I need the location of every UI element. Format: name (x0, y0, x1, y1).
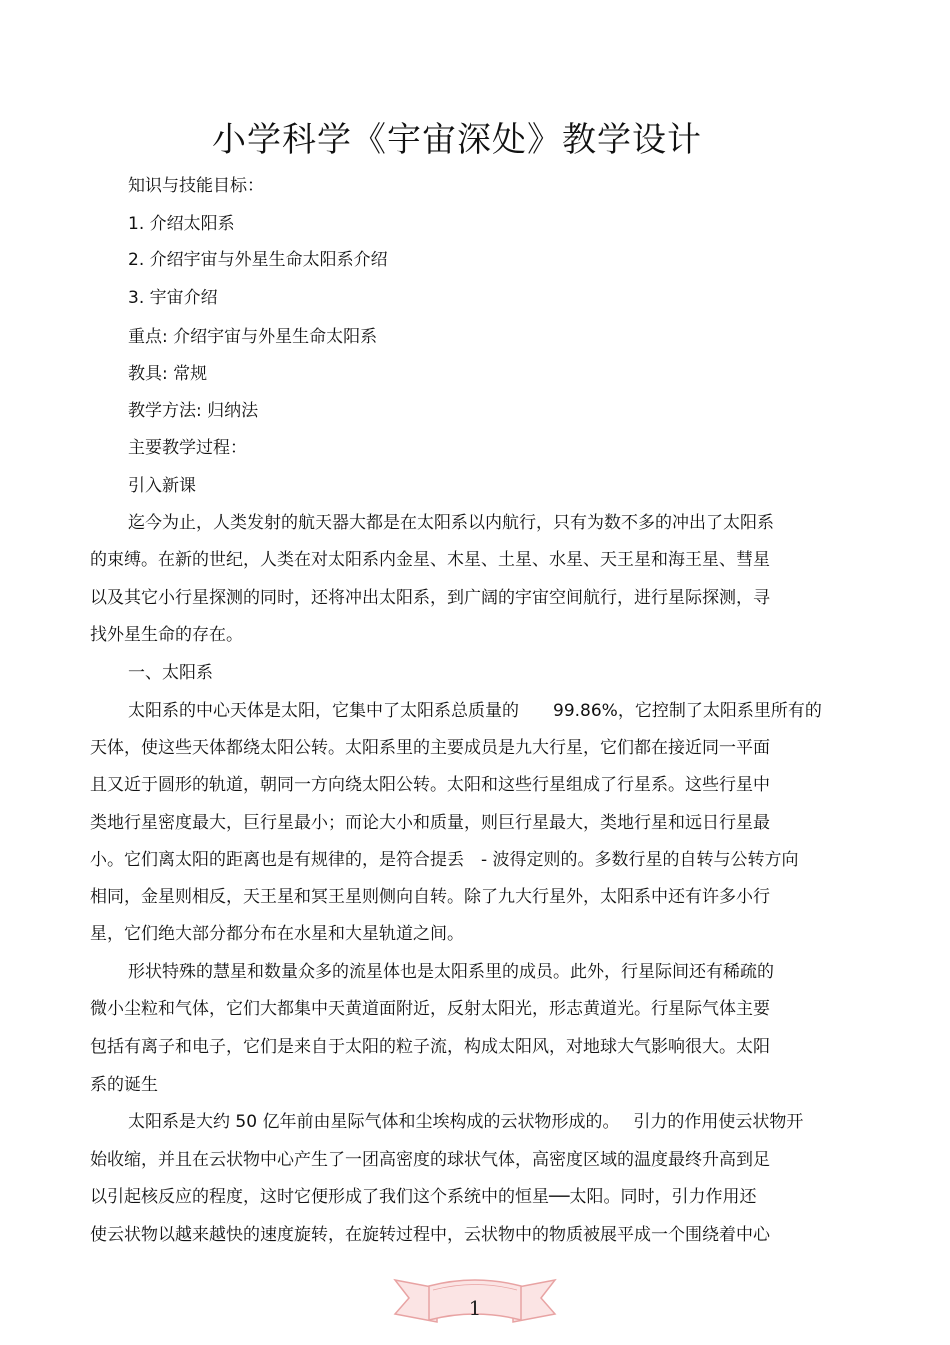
text-line: 相同，金星则相反，天王星和冥王星则侧向自转。除了九大行星外，太阳系中还有许多小行 (90, 887, 770, 907)
text-line: 且又近于圆形的轨道，朝同一方向绕太阳公转。太阳和这些行星组成了行星系。这些行星中 (90, 775, 770, 795)
page-footer (393, 1268, 557, 1328)
text-line: 迄今为止，人类发射的航天器大都是在太阳系以内航行，只有为数不多的冲出了太阳系 (128, 513, 774, 533)
text-line: 2. 介绍宇宙与外星生命太阳系介绍 (128, 250, 388, 270)
text-line: 星，它们绝大部分都分布在水星和大星轨道之间。 (90, 924, 464, 944)
text-line: 系的诞生 (90, 1075, 158, 1095)
document-title: 小学科学《宇宙深处》教学设计 (212, 120, 702, 160)
text-line: 类地行星密度最大，巨行星最小；而论大小和质量，则巨行星最大，类地行星和远日行星最 (90, 813, 770, 833)
text-line: 的束缚。在新的世纪，人类在对太阳系内金星、木星、土星、水星、天王星和海王星、彗星 (90, 550, 770, 570)
text-line: 找外星生命的存在。 (90, 625, 243, 645)
text-line: 以引起核反应的程度，这时它便形成了我们这个系统中的恒星──太阳。同时，引力作用还 (90, 1187, 757, 1207)
text-line: 以及其它小行星探测的同时，还将冲出太阳系，到广阔的宇宙空间航行，进行星际探测，寻 (90, 588, 770, 608)
page-number: 1 (468, 1296, 482, 1320)
text-line: 太阳系的中心天体是太阳，它集中了太阳系总质量的 99.86%，它控制了太阳系里所有的 (128, 701, 822, 721)
text-line: 小。它们离太阳的距离也是有规律的，是符合提丢 - 波得定则的。多数行星的自转与公转方向 (90, 850, 799, 870)
text-line: 一、太阳系 (128, 663, 213, 683)
text-line: 始收缩，并且在云状物中心产生了一团高密度的球状气体，高密度区域的温度最终升高到足 (90, 1150, 770, 1170)
text-line: 教具: 常规 (128, 364, 208, 384)
text-line: 1. 介绍太阳系 (128, 214, 235, 234)
text-line: 知识与技能目标： (128, 176, 264, 196)
text-line: 3. 宇宙介绍 (128, 288, 218, 308)
text-line: 包括有离子和电子，它们是来自于太阳的粒子流，构成太阳风，对地球大气影响很大。太阳 (90, 1037, 770, 1057)
text-line: 微小尘粒和气体，它们大都集中天黄道面附近，反射太阳光，形志黄道光。行星际气体主要 (90, 999, 770, 1019)
text-line: 教学方法: 归纳法 (128, 401, 259, 421)
text-line: 形状特殊的慧星和数量众多的流星体也是太阳系里的成员。此外，行星际间还有稀疏的 (128, 962, 774, 982)
text-line: 太阳系是大约 50 亿年前由星际气体和尘埃构成的云状物形成的。 引力的作用使云状物开 (128, 1112, 804, 1132)
text-line: 引入新课 (128, 476, 196, 496)
text-line: 主要教学过程： (128, 438, 247, 458)
text-line: 使云状物以越来越快的速度旋转，在旋转过程中，云状物中的物质被展平成一个围绕着中心 (90, 1225, 770, 1245)
text-line: 天体，使这些天体都绕太阳公转。太阳系里的主要成员是九大行星，它们都在接近同一平面 (90, 738, 770, 758)
text-line: 重点: 介绍宇宙与外星生命太阳系 (128, 327, 378, 347)
